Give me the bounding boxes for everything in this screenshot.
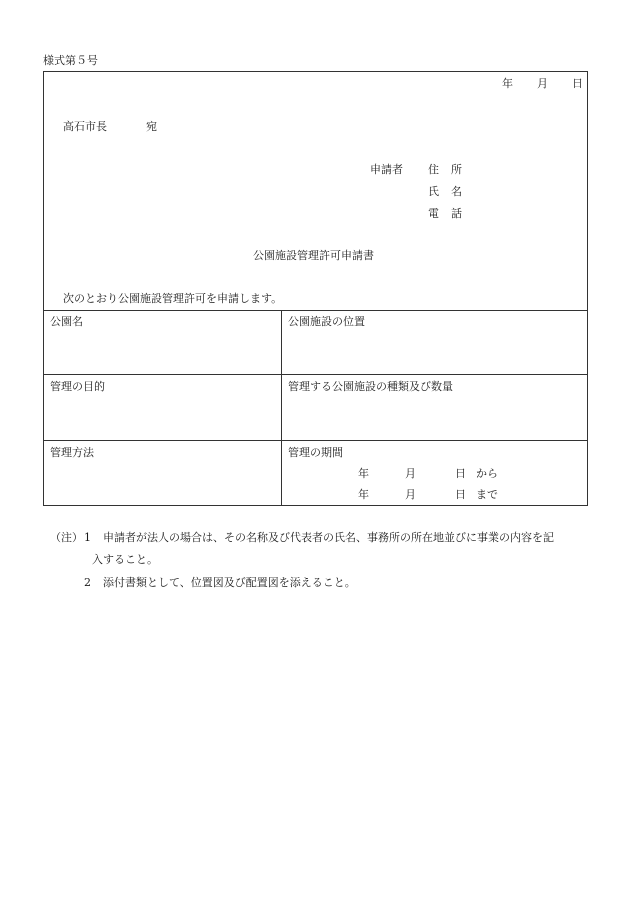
name-label-1: 氏 — [428, 185, 439, 198]
management-purpose-label: 管理の目的 — [50, 380, 105, 393]
form-title: 公園施設管理許可申請書 — [253, 249, 374, 262]
note-1-number: 1 — [84, 531, 91, 544]
intro-text: 次のとおり公園施設管理許可を申請します。 — [63, 292, 283, 305]
park-name-label: 公園名 — [50, 315, 83, 328]
date-day: 日 — [572, 77, 583, 90]
date-year: 年 — [502, 77, 513, 90]
note-1-text-line2: 入すること。 — [92, 553, 158, 566]
addressee-name: 高石市長 — [63, 120, 107, 133]
date-month: 月 — [537, 77, 548, 90]
facility-type-quantity-label: 管理する公園施設の種類及び数量 — [288, 380, 453, 393]
note-1-text-line1: 申請者が法人の場合は、その名称及び代表者の氏名、事務所の所在地並びに事業の内容を記 — [103, 531, 554, 544]
period-to-month: 月 — [405, 488, 416, 501]
period-to-suffix: まで — [476, 488, 498, 501]
note-2-text: 添付書類として、位置図及び配置図を添えること。 — [103, 576, 356, 589]
table-row-divider-1 — [43, 374, 588, 375]
management-period-label: 管理の期間 — [288, 446, 343, 459]
period-from-year: 年 — [358, 467, 369, 480]
period-to-day: 日 — [455, 488, 466, 501]
table-top-border — [43, 310, 588, 311]
applicant-label: 申請者 — [370, 163, 403, 176]
period-to-year: 年 — [358, 488, 369, 501]
period-from-suffix: から — [476, 467, 498, 480]
phone-label-1: 電 — [428, 207, 439, 220]
phone-label-2: 話 — [451, 207, 462, 220]
table-column-divider — [281, 310, 282, 506]
notes-label: （注） — [50, 531, 83, 544]
period-from-day: 日 — [455, 467, 466, 480]
address-label-2: 所 — [451, 163, 462, 176]
address-label-1: 住 — [428, 163, 439, 176]
table-row-divider-2 — [43, 440, 588, 441]
name-label-2: 名 — [451, 185, 462, 198]
facility-location-label: 公園施設の位置 — [288, 315, 365, 328]
management-method-label: 管理方法 — [50, 446, 94, 459]
form-number: 様式第５号 — [43, 54, 98, 67]
addressee-suffix: 宛 — [146, 120, 157, 133]
period-from-month: 月 — [405, 467, 416, 480]
note-2-number: 2 — [84, 576, 91, 589]
